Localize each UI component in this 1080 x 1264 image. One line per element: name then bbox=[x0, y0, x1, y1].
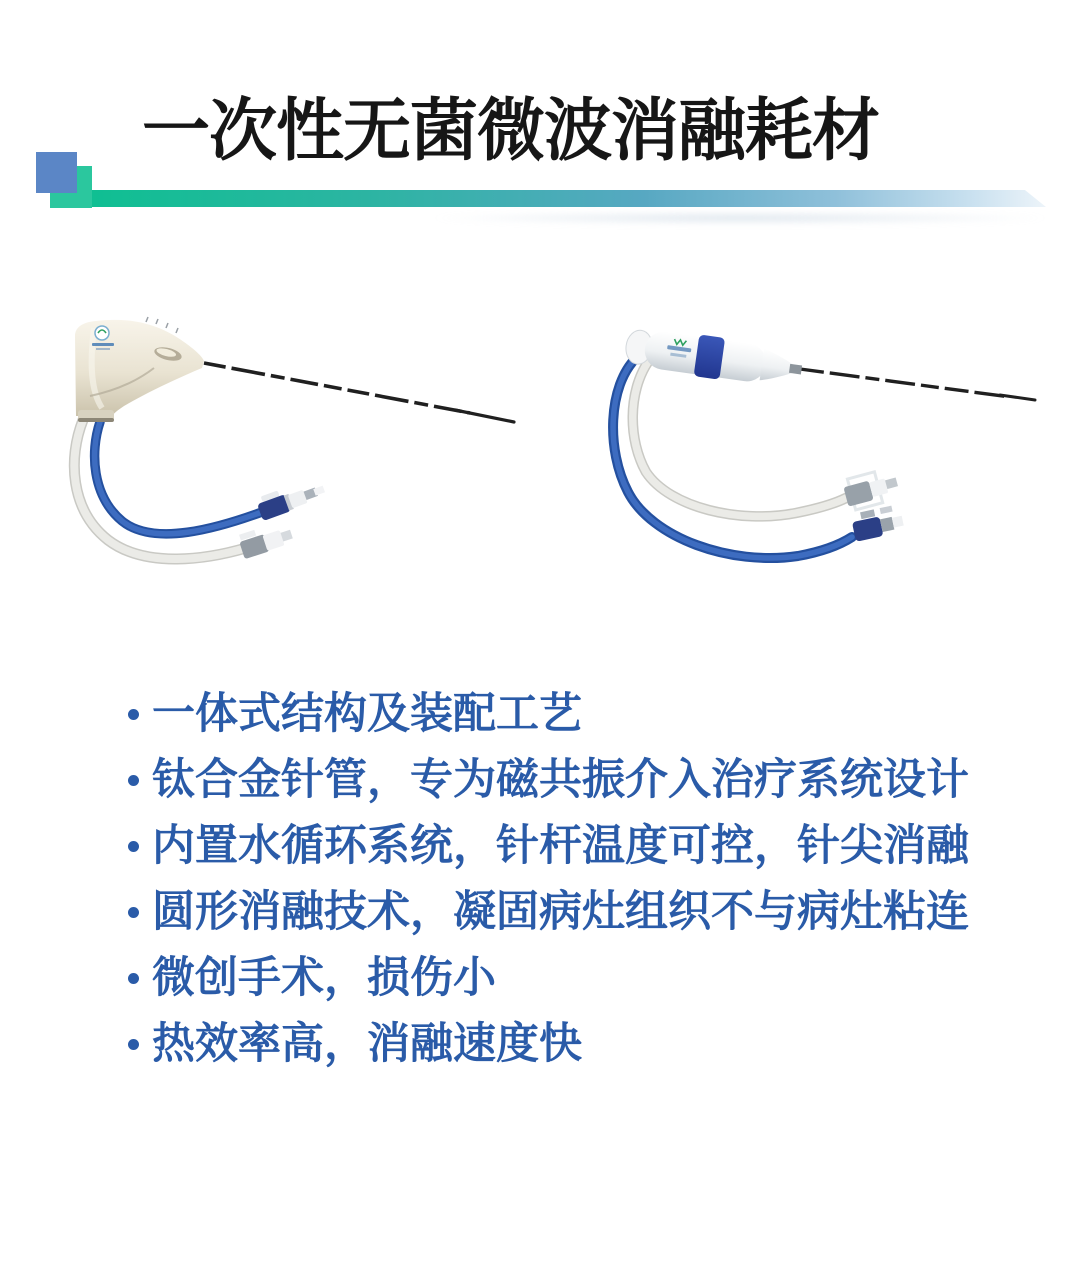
bullet-dot bbox=[128, 841, 139, 852]
pen-needle-illustration bbox=[590, 300, 1060, 580]
blue-tube-outline bbox=[613, 358, 852, 558]
feature-text: 圆形消融技术，凝固病灶组织不与病灶粘连 bbox=[152, 888, 969, 936]
feature-list bbox=[0, 681, 1080, 1077]
product-image-pen-handle bbox=[590, 300, 1060, 580]
feature-text: 一体式结构及装配工艺 bbox=[152, 690, 582, 738]
feature-item bbox=[0, 1011, 1080, 1077]
pen-handle-body bbox=[623, 325, 804, 391]
needle-shaft bbox=[800, 369, 1010, 397]
bullet-dot bbox=[128, 907, 139, 918]
white-luer-connector bbox=[237, 519, 294, 559]
feature-item bbox=[0, 747, 1080, 813]
page-title: 一次性无菌微波消融耗材 bbox=[142, 93, 880, 169]
bullet-dot bbox=[128, 973, 139, 984]
tube-collar-shadow bbox=[78, 418, 114, 422]
feature-item bbox=[0, 945, 1080, 1011]
pistol-needle-illustration bbox=[50, 300, 550, 590]
needle-shaft bbox=[204, 363, 470, 413]
decor-gradient-bar bbox=[88, 190, 1046, 207]
bullet-dot bbox=[128, 709, 139, 720]
blue-luer-connector bbox=[255, 475, 327, 521]
feature-item bbox=[0, 879, 1080, 945]
white-luer-connector bbox=[842, 467, 901, 512]
feature-item bbox=[0, 681, 1080, 747]
blue-tube bbox=[613, 358, 852, 558]
feature-text: 钛合金针管，专为磁共振介入治疗系统设计 bbox=[152, 756, 969, 804]
feature-item bbox=[0, 813, 1080, 879]
decor-blue-square bbox=[36, 152, 77, 193]
needle-tip bbox=[455, 410, 514, 422]
feature-text: 热效率高，消融速度快 bbox=[152, 1020, 582, 1068]
white-tube bbox=[633, 362, 846, 516]
bullet-dot bbox=[128, 1039, 139, 1050]
needle-tip bbox=[1000, 395, 1035, 400]
product-image-pistol-handle bbox=[50, 300, 550, 590]
bullet-dot bbox=[128, 775, 139, 786]
feature-text: 内置水循环系统，针杆温度可控，针尖消融 bbox=[152, 822, 969, 870]
decor-bar-shadow bbox=[430, 211, 1050, 225]
feature-text: 微创手术，损伤小 bbox=[152, 954, 496, 1002]
